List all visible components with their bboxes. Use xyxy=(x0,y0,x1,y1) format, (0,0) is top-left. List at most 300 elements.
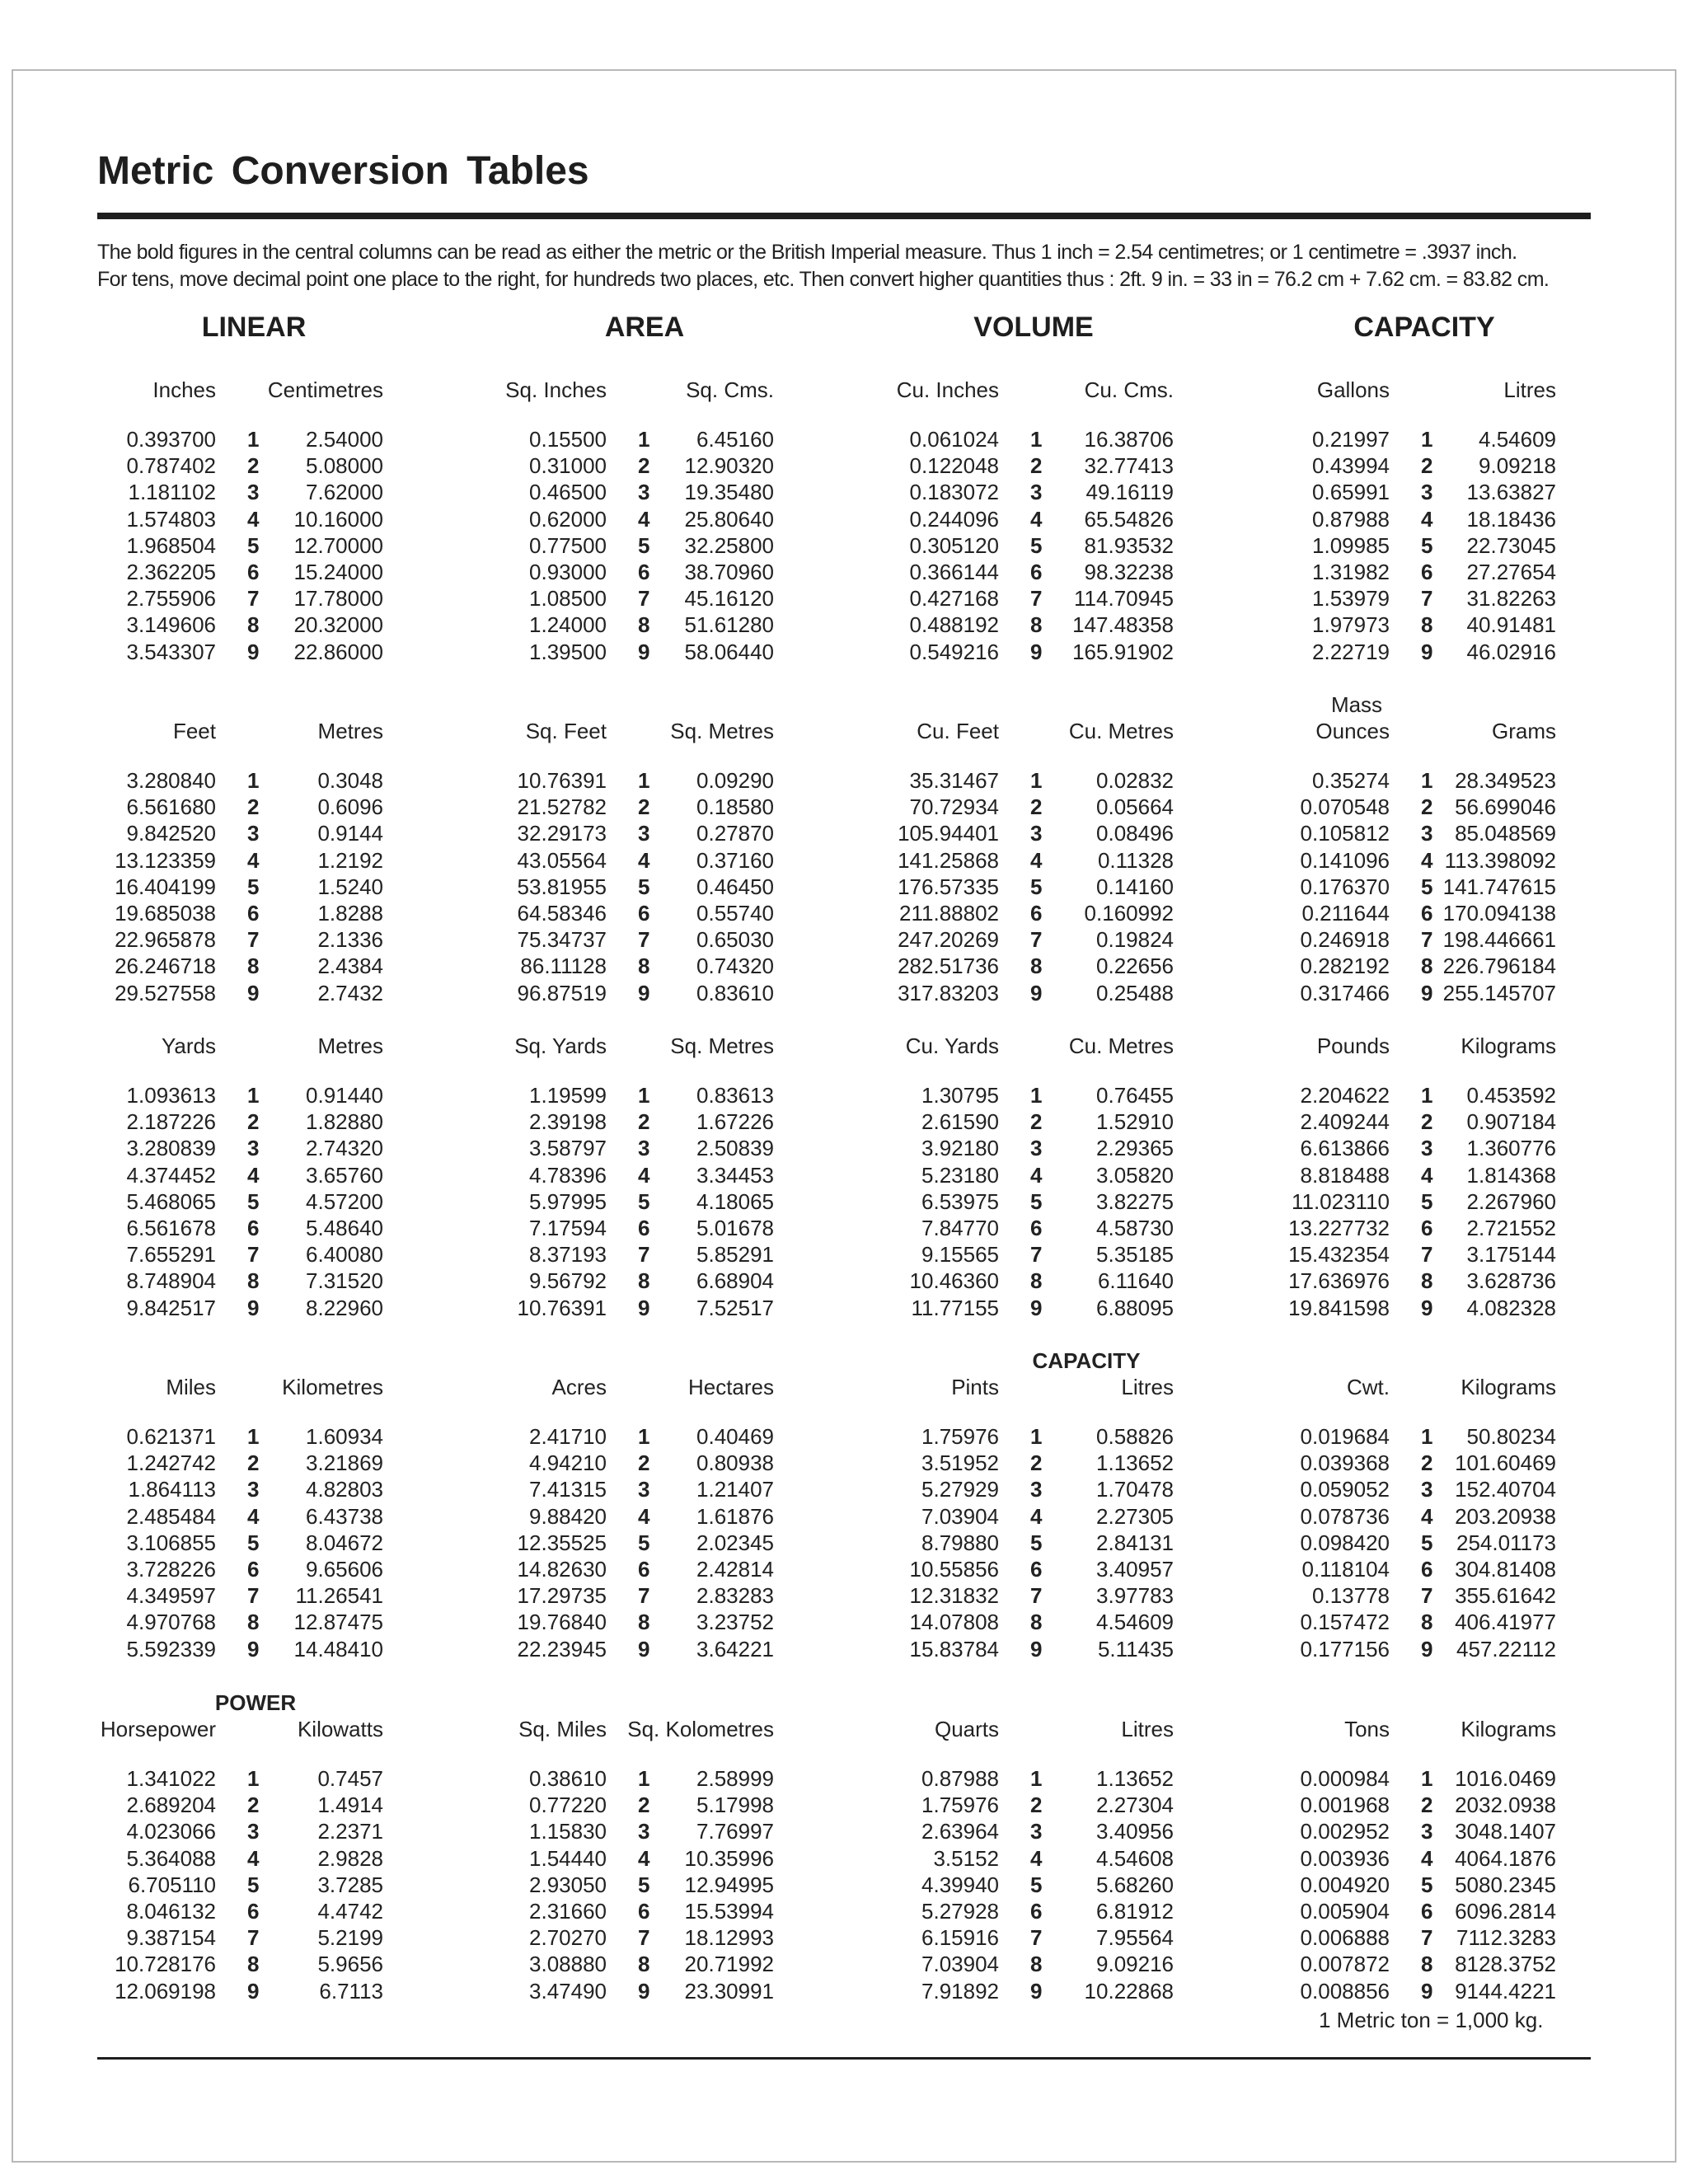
factor: 2 xyxy=(1421,1109,1433,1135)
value-right: 226.796184 xyxy=(1442,954,1556,979)
value-right: 10.16000 xyxy=(293,506,383,532)
value-right: 0.83613 xyxy=(696,1083,774,1108)
value-left: 5.27928 xyxy=(921,1899,999,1924)
intro-text xyxy=(97,239,1606,293)
factor: 1 xyxy=(1421,768,1433,793)
value-left: 17.29735 xyxy=(517,1583,607,1609)
factor: 1 xyxy=(638,1424,650,1449)
value-left: 53.81955 xyxy=(517,874,607,899)
value-right: 1.13652 xyxy=(1096,1766,1174,1791)
value-right: 0.05664 xyxy=(1096,794,1174,820)
factor: 2 xyxy=(247,453,260,479)
value-right: 8.22960 xyxy=(306,1295,383,1320)
value-right: 50.80234 xyxy=(1466,1424,1556,1449)
column-header-right: Sq. Cms. xyxy=(686,377,774,402)
value-left: 5.364088 xyxy=(126,1845,216,1871)
intro-line-2: For tens, move decimal point one place to the right, for hundreds two places, etc. Then convert higher quantities thus : 2ft. 9 in. = 33 in = 76.2 cm + 7.62 cm. = 83.82 cm. xyxy=(97,268,1550,291)
value-right: 5.08000 xyxy=(306,453,383,479)
value-right: 5.01678 xyxy=(696,1216,774,1240)
value-right: 4.54609 xyxy=(1096,1610,1174,1635)
factor: 4 xyxy=(1030,847,1043,873)
factor: 4 xyxy=(638,1162,650,1188)
value-right: 9144.4221 xyxy=(1455,1978,1556,2004)
value-right: 0.58826 xyxy=(1096,1424,1174,1449)
value-right: 2.42814 xyxy=(696,1557,774,1582)
factor: 6 xyxy=(247,901,260,926)
factor: 6 xyxy=(1421,560,1433,584)
value-left: 15.83784 xyxy=(909,1636,999,1661)
value-left: 2.39198 xyxy=(529,1109,607,1135)
factor: 2 xyxy=(1030,453,1043,479)
factor: 9 xyxy=(1030,1636,1043,1661)
factor: 2 xyxy=(247,794,260,820)
factor: 8 xyxy=(638,954,650,979)
value-right: 255.145707 xyxy=(1442,980,1556,1005)
factor: 2 xyxy=(247,1109,260,1135)
value-left: 15.432354 xyxy=(1288,1242,1390,1268)
value-right: 4.54608 xyxy=(1096,1845,1174,1871)
value-right: 0.3048 xyxy=(317,768,383,793)
factor: 4 xyxy=(1421,1162,1433,1188)
value-right: 0.65030 xyxy=(696,927,774,953)
factor: 7 xyxy=(638,1583,650,1609)
value-left: 96.87519 xyxy=(517,980,607,1005)
value-left: 1.968504 xyxy=(126,532,216,558)
value-left: 14.82630 xyxy=(517,1557,607,1582)
value-left: 1.19599 xyxy=(529,1083,607,1108)
value-left: 0.393700 xyxy=(126,427,216,452)
factor: 9 xyxy=(247,1295,260,1320)
value-left: 0.008856 xyxy=(1300,1978,1390,2004)
value-left: 0.183072 xyxy=(909,480,999,505)
factor: 8 xyxy=(1030,1610,1043,1635)
factor: 3 xyxy=(1421,1819,1433,1844)
value-right: 152.40704 xyxy=(1455,1477,1556,1502)
value-left: 5.23180 xyxy=(921,1162,999,1188)
value-right: 355.61642 xyxy=(1455,1583,1556,1609)
value-right: 1.70478 xyxy=(1096,1477,1174,1502)
value-left: 16.404199 xyxy=(115,874,216,899)
value-right: 3.65760 xyxy=(306,1162,383,1188)
factor: 6 xyxy=(1421,1899,1433,1924)
value-left: 12.31832 xyxy=(909,1583,999,1609)
value-left: 317.83203 xyxy=(898,980,999,1005)
value-right: 1.360776 xyxy=(1466,1136,1556,1161)
factor: 6 xyxy=(247,1557,260,1582)
column-header-left: Feet xyxy=(172,719,216,743)
value-left: 0.006888 xyxy=(1300,1925,1390,1951)
value-right: 32.77413 xyxy=(1084,453,1174,479)
factor: 3 xyxy=(1030,1136,1043,1161)
factor: 3 xyxy=(638,1819,650,1844)
value-right: 1.814368 xyxy=(1466,1162,1556,1188)
factor: 9 xyxy=(1030,1295,1043,1320)
factor: 9 xyxy=(1030,1978,1043,2004)
factor: 3 xyxy=(247,1136,260,1161)
table-subtitle: Mass xyxy=(1330,692,1383,717)
value-left: 0.007872 xyxy=(1300,1952,1390,1977)
value-right: 2032.0938 xyxy=(1455,1793,1556,1818)
factor: 5 xyxy=(1421,1188,1433,1214)
value-left: 13.227732 xyxy=(1288,1216,1390,1240)
value-right: 2.58999 xyxy=(696,1766,774,1791)
value-left: 0.005904 xyxy=(1300,1899,1390,1924)
value-right: 4.54609 xyxy=(1479,427,1556,452)
value-left: 1.24000 xyxy=(529,612,607,638)
factor: 5 xyxy=(1421,874,1433,899)
factor: 3 xyxy=(1421,480,1433,505)
factor: 2 xyxy=(1030,794,1043,820)
factor: 6 xyxy=(247,1899,260,1924)
factor: 2 xyxy=(638,1451,650,1476)
value-right: 3.7285 xyxy=(317,1872,383,1897)
value-left: 1.30795 xyxy=(921,1083,999,1108)
value-left: 0.105812 xyxy=(1300,821,1390,846)
page-title: Metric Conversion Tables xyxy=(97,149,589,193)
value-right: 254.01173 xyxy=(1456,1530,1556,1555)
value-right: 2.84131 xyxy=(1096,1530,1174,1555)
factor: 5 xyxy=(638,1872,650,1897)
value-left: 4.970768 xyxy=(126,1610,216,1635)
value-left: 1.39500 xyxy=(529,639,607,664)
value-left: 2.755906 xyxy=(126,586,216,612)
value-right: 0.74320 xyxy=(696,954,774,979)
factor: 9 xyxy=(1421,1295,1433,1320)
factor: 5 xyxy=(247,874,260,899)
value-right: 406.41977 xyxy=(1455,1610,1556,1635)
column-header-left: Miles xyxy=(166,1375,216,1399)
value-left: 0.77220 xyxy=(529,1793,607,1818)
value-right: 9.09216 xyxy=(1096,1952,1174,1977)
value-right: 51.61280 xyxy=(684,612,774,638)
factor: 7 xyxy=(638,927,650,953)
column-header-left: Sq. Inches xyxy=(505,377,607,402)
value-right: 2.50839 xyxy=(696,1136,774,1161)
value-right: 6.68904 xyxy=(696,1268,774,1294)
value-right: 0.46450 xyxy=(696,874,774,899)
value-right: 6.40080 xyxy=(306,1242,383,1268)
value-right: 0.160992 xyxy=(1084,901,1174,926)
value-right: 0.6096 xyxy=(317,794,383,820)
column-header-left: Pounds xyxy=(1316,1033,1390,1058)
value-right: 2.4384 xyxy=(317,954,383,979)
factor: 6 xyxy=(638,560,650,584)
factor: 5 xyxy=(1421,1530,1433,1555)
value-right: 3.628736 xyxy=(1466,1268,1556,1294)
factor: 9 xyxy=(1030,980,1043,1005)
value-left: 4.374452 xyxy=(126,1162,216,1188)
value-left: 0.141096 xyxy=(1300,847,1390,873)
factor: 6 xyxy=(1030,1899,1043,1924)
factor: 2 xyxy=(638,453,650,479)
value-left: 8.818488 xyxy=(1300,1162,1390,1188)
factor: 5 xyxy=(247,1872,260,1897)
value-left: 0.118104 xyxy=(1301,1557,1390,1582)
factor: 8 xyxy=(1421,954,1433,979)
value-left: 4.78396 xyxy=(529,1162,607,1188)
factor: 4 xyxy=(247,1503,260,1529)
value-left: 1.181102 xyxy=(128,480,216,505)
value-right: 6.11640 xyxy=(1097,1268,1174,1294)
value-right: 2.721552 xyxy=(1466,1216,1556,1240)
value-right: 0.27870 xyxy=(696,821,774,846)
factor: 4 xyxy=(247,1162,260,1188)
value-left: 10.76391 xyxy=(517,768,607,793)
value-left: 0.93000 xyxy=(529,560,607,584)
factor: 8 xyxy=(247,612,260,638)
value-right: 25.80640 xyxy=(684,506,774,532)
value-left: 0.078736 xyxy=(1300,1503,1390,1529)
value-left: 1.864113 xyxy=(128,1477,216,1502)
value-left: 19.76840 xyxy=(517,1610,607,1635)
value-left: 0.098420 xyxy=(1300,1530,1390,1555)
value-right: 4.58730 xyxy=(1096,1216,1174,1240)
value-right: 2.2371 xyxy=(317,1819,383,1844)
factor: 9 xyxy=(247,1978,260,2004)
value-left: 0.211644 xyxy=(1301,901,1390,926)
factor: 8 xyxy=(1421,1268,1433,1294)
value-left: 6.613866 xyxy=(1300,1136,1390,1161)
factor: 6 xyxy=(1421,1557,1433,1582)
value-left: 9.15565 xyxy=(921,1242,999,1268)
value-right: 20.32000 xyxy=(293,612,383,638)
factor: 6 xyxy=(638,1899,650,1924)
factor: 6 xyxy=(247,1216,260,1240)
value-right: 0.02832 xyxy=(1096,768,1174,793)
value-right: 12.94995 xyxy=(684,1872,774,1897)
value-right: 16.38706 xyxy=(1084,427,1174,452)
factor: 2 xyxy=(1421,1451,1433,1476)
value-left: 0.65991 xyxy=(1312,480,1390,505)
value-right: 2.74320 xyxy=(306,1136,383,1161)
value-left: 0.15500 xyxy=(529,427,607,452)
factor: 8 xyxy=(247,1952,260,1977)
value-left: 0.001968 xyxy=(1300,1793,1390,1818)
value-left: 0.43994 xyxy=(1312,453,1390,479)
factor: 7 xyxy=(1030,1925,1043,1951)
factor: 3 xyxy=(247,480,260,505)
value-left: 10.46360 xyxy=(909,1268,999,1294)
factor: 9 xyxy=(638,1636,650,1661)
factor: 6 xyxy=(1030,1216,1043,1240)
value-left: 1.75976 xyxy=(921,1424,999,1449)
value-left: 2.204622 xyxy=(1300,1083,1390,1108)
value-right: 203.20938 xyxy=(1455,1503,1556,1529)
value-left: 11.023110 xyxy=(1291,1188,1390,1214)
factor: 8 xyxy=(1030,1268,1043,1294)
factor: 7 xyxy=(247,586,260,612)
value-right: 5.85291 xyxy=(696,1242,774,1268)
factor: 4 xyxy=(1421,847,1433,873)
value-right: 7112.3283 xyxy=(1456,1925,1556,1951)
factor: 4 xyxy=(638,506,650,532)
factor: 8 xyxy=(247,1268,260,1294)
value-left: 0.004920 xyxy=(1300,1872,1390,1897)
value-left: 0.122048 xyxy=(909,453,999,479)
factor: 7 xyxy=(247,927,260,953)
factor: 2 xyxy=(1421,794,1433,820)
factor: 2 xyxy=(638,794,650,820)
value-right: 8128.3752 xyxy=(1455,1952,1556,1977)
value-left: 3.280839 xyxy=(126,1136,216,1161)
value-left: 0.177156 xyxy=(1300,1636,1390,1661)
value-left: 2.689204 xyxy=(126,1793,216,1818)
value-right: 2.54000 xyxy=(306,427,383,452)
value-right: 2.27305 xyxy=(1096,1503,1174,1529)
factor: 4 xyxy=(1421,1503,1433,1529)
value-right: 8.04672 xyxy=(306,1530,383,1555)
factor: 7 xyxy=(1030,1242,1043,1268)
value-left: 7.41315 xyxy=(529,1477,607,1502)
factor: 8 xyxy=(1421,1610,1433,1635)
value-left: 0.787402 xyxy=(126,453,216,479)
factor: 9 xyxy=(638,1295,650,1320)
value-left: 1.341022 xyxy=(126,1766,216,1791)
value-right: 0.14160 xyxy=(1096,874,1174,899)
value-left: 10.728176 xyxy=(115,1952,216,1977)
value-left: 1.08500 xyxy=(529,586,607,612)
factor: 7 xyxy=(247,1583,260,1609)
factor: 6 xyxy=(638,1216,650,1240)
factor: 1 xyxy=(1421,1766,1433,1791)
value-right: 0.76455 xyxy=(1096,1083,1174,1108)
column-header-left: Cwt. xyxy=(1347,1375,1390,1399)
factor: 2 xyxy=(247,1793,260,1818)
factor: 5 xyxy=(1030,1188,1043,1214)
factor: 5 xyxy=(1030,1872,1043,1897)
value-right: 7.31520 xyxy=(306,1268,383,1294)
value-right: 1.60934 xyxy=(306,1424,383,1449)
value-right: 0.11328 xyxy=(1097,847,1174,873)
factor: 1 xyxy=(1030,427,1043,452)
value-left: 105.94401 xyxy=(898,821,999,846)
factor: 8 xyxy=(638,612,650,638)
factor: 3 xyxy=(1421,821,1433,846)
value-left: 2.70270 xyxy=(529,1925,607,1951)
value-left: 0.35274 xyxy=(1312,768,1390,793)
factor: 1 xyxy=(1030,768,1043,793)
factor: 9 xyxy=(247,639,260,664)
value-left: 1.97973 xyxy=(1312,612,1390,638)
column-header-right: Metres xyxy=(317,1033,383,1058)
factor: 5 xyxy=(638,532,650,558)
factor: 9 xyxy=(1421,1978,1433,2004)
value-right: 304.81408 xyxy=(1455,1557,1556,1582)
footnote: 1 Metric ton = 1,000 kg. xyxy=(1319,2008,1544,2032)
factor: 1 xyxy=(638,1083,650,1108)
factor: 7 xyxy=(1421,927,1433,953)
factor: 3 xyxy=(247,821,260,846)
factor: 8 xyxy=(247,1610,260,1635)
section-volume: VOLUME xyxy=(973,312,1094,343)
value-right: 49.16119 xyxy=(1085,480,1174,505)
value-right: 3.97783 xyxy=(1096,1583,1174,1609)
value-right: 5.17998 xyxy=(696,1793,774,1818)
factor: 3 xyxy=(1030,1477,1043,1502)
value-right: 0.40469 xyxy=(696,1424,774,1449)
factor: 8 xyxy=(1030,1952,1043,1977)
value-right: 0.91440 xyxy=(306,1083,383,1108)
value-right: 17.78000 xyxy=(293,586,383,612)
value-right: 0.453592 xyxy=(1466,1083,1556,1108)
value-left: 1.53979 xyxy=(1312,586,1390,612)
value-right: 101.60469 xyxy=(1455,1451,1556,1476)
value-right: 113.398092 xyxy=(1444,847,1556,873)
factor: 3 xyxy=(638,1477,650,1502)
value-left: 5.97995 xyxy=(529,1188,607,1214)
factor: 7 xyxy=(247,1242,260,1268)
value-left: 2.41710 xyxy=(529,1424,607,1449)
value-left: 0.157472 xyxy=(1300,1610,1390,1635)
factor: 9 xyxy=(247,980,260,1005)
value-right: 3.34453 xyxy=(696,1162,774,1188)
value-left: 141.25868 xyxy=(898,847,999,873)
factor: 6 xyxy=(1030,560,1043,584)
factor: 4 xyxy=(247,506,260,532)
value-left: 12.069198 xyxy=(115,1978,216,2004)
value-right: 27.27654 xyxy=(1466,560,1556,584)
value-right: 81.93532 xyxy=(1084,532,1174,558)
value-right: 0.83610 xyxy=(696,980,774,1005)
bottom-rule xyxy=(97,2057,1591,2060)
value-right: 5.9656 xyxy=(317,1952,383,1977)
value-left: 0.488192 xyxy=(909,612,999,638)
value-right: 5.11435 xyxy=(1097,1636,1174,1661)
value-left: 0.061024 xyxy=(909,427,999,452)
column-header-right: Kilometres xyxy=(282,1375,383,1399)
factor: 3 xyxy=(247,1477,260,1502)
factor: 6 xyxy=(1421,1216,1433,1240)
value-left: 8.37193 xyxy=(529,1242,607,1268)
value-left: 0.13778 xyxy=(1312,1583,1390,1609)
column-header-left: Yards xyxy=(162,1033,216,1058)
factor: 5 xyxy=(638,1188,650,1214)
factor: 4 xyxy=(638,1845,650,1871)
table-subtitle: CAPACITY xyxy=(1032,1348,1141,1373)
value-left: 3.08880 xyxy=(529,1952,607,1977)
value-left: 2.61590 xyxy=(921,1109,999,1135)
column-header-right: Litres xyxy=(1121,1717,1174,1741)
factor: 9 xyxy=(1421,980,1433,1005)
value-left: 0.000984 xyxy=(1300,1766,1390,1791)
value-right: 1.52910 xyxy=(1096,1109,1174,1135)
value-right: 2.267960 xyxy=(1466,1188,1556,1214)
value-right: 98.32238 xyxy=(1084,560,1174,584)
value-right: 1016.0469 xyxy=(1455,1766,1556,1791)
factor: 1 xyxy=(1030,1424,1043,1449)
value-right: 4.82803 xyxy=(306,1477,383,1502)
value-right: 4.4742 xyxy=(317,1899,383,1924)
value-left: 176.57335 xyxy=(898,874,999,899)
factor: 4 xyxy=(247,847,260,873)
value-left: 0.317466 xyxy=(1300,980,1390,1005)
factor: 9 xyxy=(638,639,650,664)
factor: 1 xyxy=(1421,1424,1433,1449)
value-right: 1.21407 xyxy=(696,1477,774,1502)
value-right: 0.80938 xyxy=(696,1451,774,1476)
value-left: 1.09985 xyxy=(1312,532,1390,558)
value-right: 9.65606 xyxy=(306,1557,383,1582)
value-left: 2.63964 xyxy=(921,1819,999,1844)
value-right: 65.54826 xyxy=(1084,506,1174,532)
value-right: 0.08496 xyxy=(1096,821,1174,846)
factor: 7 xyxy=(1030,927,1043,953)
column-header-left: Ounces xyxy=(1315,719,1390,743)
factor: 7 xyxy=(1030,586,1043,612)
value-right: 22.86000 xyxy=(293,639,383,664)
title-rule xyxy=(97,213,1591,219)
value-right: 11.26541 xyxy=(295,1583,383,1609)
